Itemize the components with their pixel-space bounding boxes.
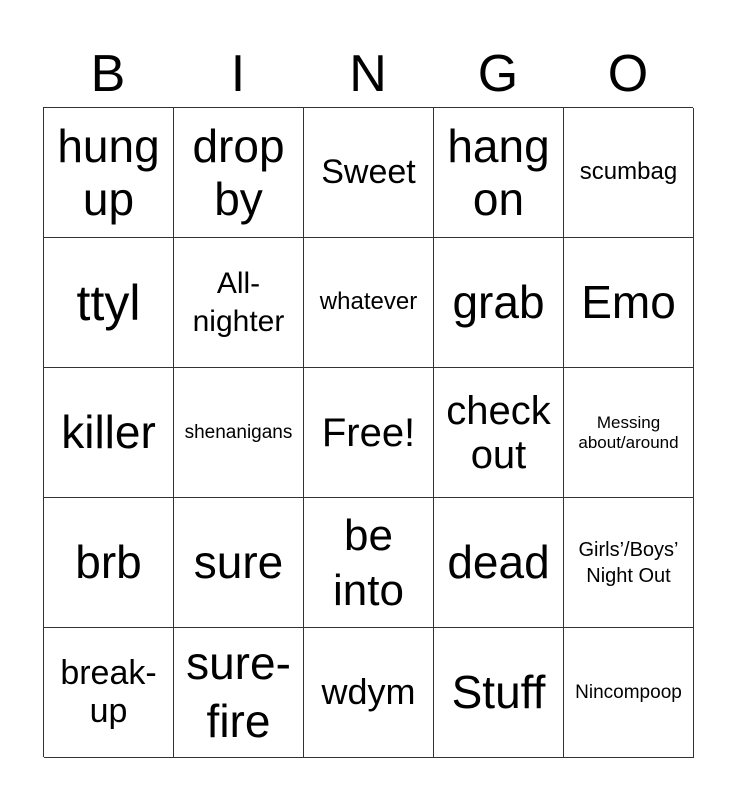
- cell-text: scumbag: [579, 158, 678, 186]
- bingo-cell[interactable]: [44, 368, 174, 498]
- bingo-cell[interactable]: [564, 238, 694, 368]
- cell-text: brb: [75, 536, 142, 589]
- cell-text: Nincompoop: [575, 681, 682, 703]
- bingo-cell[interactable]: [304, 108, 434, 238]
- bingo-cell[interactable]: [564, 498, 694, 628]
- cell-text: ttyl: [76, 274, 141, 331]
- cell-text: hang on: [447, 119, 550, 225]
- bingo-cell[interactable]: [434, 108, 564, 238]
- cell-text: sure: [193, 536, 284, 589]
- bingo-header: [43, 42, 693, 106]
- bingo-cell[interactable]: [304, 368, 434, 498]
- cell-text: check out: [446, 388, 551, 477]
- cell-text: Emo: [581, 276, 676, 329]
- bingo-board: [43, 107, 693, 757]
- bingo-cell[interactable]: [304, 238, 434, 368]
- bingo-cell[interactable]: [174, 628, 304, 758]
- bingo-cell[interactable]: [44, 498, 174, 628]
- bingo-cell[interactable]: [434, 238, 564, 368]
- cell-text: hung up: [57, 119, 160, 225]
- cell-text: Messing about/around: [578, 413, 679, 452]
- cell-text: Stuff: [451, 666, 546, 719]
- cell-text: Sweet: [321, 152, 416, 191]
- cell-text: be into: [333, 510, 404, 615]
- header-letter-o: O: [607, 45, 649, 103]
- bingo-cell[interactable]: [434, 368, 564, 498]
- header-letter-n: N: [349, 45, 387, 103]
- header-letter-b: B: [90, 45, 126, 103]
- bingo-cell[interactable]: [434, 628, 564, 758]
- bingo-cell[interactable]: [564, 628, 694, 758]
- bingo-cell[interactable]: [44, 628, 174, 758]
- cell-text: grab: [452, 276, 545, 329]
- bingo-cell[interactable]: [174, 368, 304, 498]
- cell-text: killer: [61, 406, 156, 459]
- cell-text: drop by: [192, 119, 285, 225]
- bingo-cell[interactable]: [174, 498, 304, 628]
- bingo-cell[interactable]: [44, 238, 174, 368]
- bingo-cell[interactable]: [304, 628, 434, 758]
- bingo-cell[interactable]: [564, 368, 694, 498]
- bingo-cell[interactable]: [564, 108, 694, 238]
- header-letter-i: I: [230, 45, 246, 103]
- cell-text: Free!: [321, 410, 416, 455]
- bingo-cell[interactable]: [434, 498, 564, 628]
- cell-text: whatever: [319, 288, 418, 316]
- cell-text: All-nighter: [192, 267, 285, 338]
- cell-text: Girls’/Boys’ Night Out: [578, 538, 679, 587]
- bingo-cell[interactable]: [44, 108, 174, 238]
- cell-text: sure-fire: [186, 637, 291, 747]
- bingo-cell[interactable]: [174, 238, 304, 368]
- bingo-cell[interactable]: [174, 108, 304, 238]
- cell-text: break-up: [60, 654, 157, 730]
- cell-text: dead: [447, 536, 550, 589]
- cell-text: shenanigans: [184, 421, 293, 443]
- bingo-cell[interactable]: [304, 498, 434, 628]
- header-letter-g: G: [477, 45, 519, 103]
- cell-text: wdym: [321, 671, 416, 713]
